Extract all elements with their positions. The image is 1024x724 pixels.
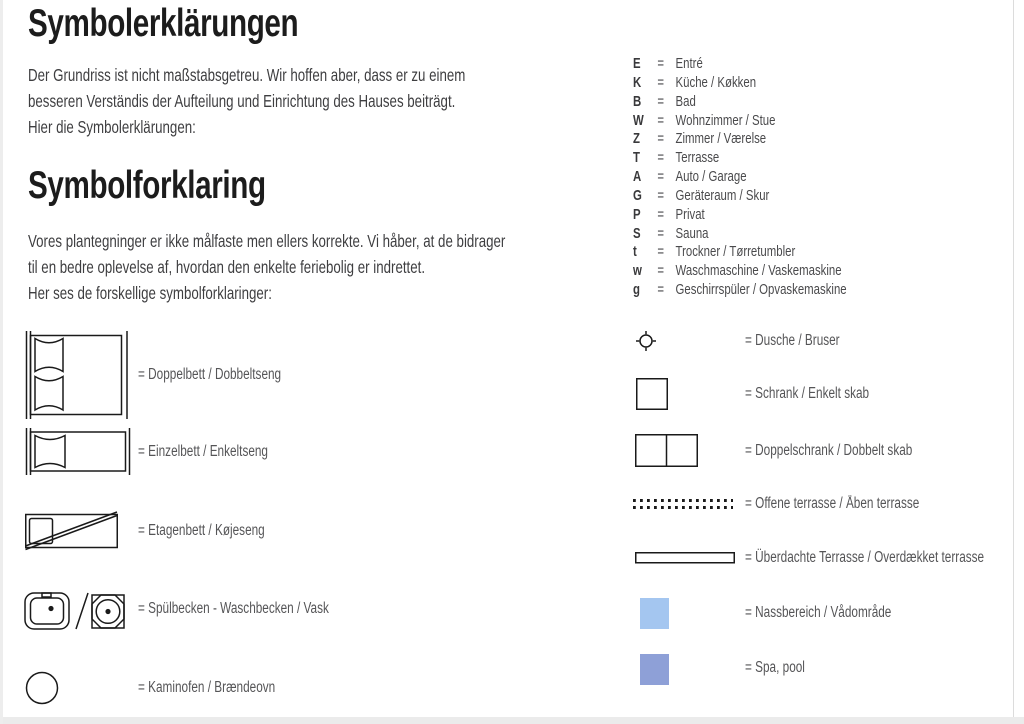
room-code-list xyxy=(633,55,914,300)
room-code-row xyxy=(633,74,847,93)
room-code-label: Entré xyxy=(675,55,703,72)
room-code-label: Küche / Køkken xyxy=(675,73,757,91)
room-code-row xyxy=(633,243,847,262)
bunk-bed-icon xyxy=(25,511,118,551)
room-code-row xyxy=(633,55,847,74)
room-code-row xyxy=(633,112,847,131)
danish-intro-line: Vores plantegninger er ikke målfaste men ellers korrekte. Vi håber, at de bidrager xyxy=(28,231,506,251)
shower-label: = Dusche / Bruser xyxy=(745,332,840,349)
single-bed-icon xyxy=(25,428,131,475)
single-bed-label: = Einzelbett / Enkeltseng xyxy=(138,443,268,460)
double-bed-label: = Doppelbett / Dobbeltseng xyxy=(138,366,282,383)
danish-intro-paragraph xyxy=(28,228,656,306)
room-code-label: Sauna xyxy=(675,224,709,242)
equals-sign: = xyxy=(657,281,664,299)
single-cabinet-label: = Schrank / Enkelt skab xyxy=(745,385,870,402)
room-code-letter: w xyxy=(633,262,642,280)
room-code-letter: S xyxy=(633,224,641,242)
room-code-letter: G xyxy=(633,186,642,204)
open-terrace-icon xyxy=(633,498,733,510)
room-code-row xyxy=(633,281,847,300)
shower-icon xyxy=(635,330,657,352)
page-edge-right xyxy=(1013,0,1014,717)
room-code-label: Trockner / Tørretumbler xyxy=(675,243,796,261)
room-code-letter: T xyxy=(633,149,640,167)
wood-stove-icon xyxy=(25,671,59,705)
room-code-label: Geschirrspüler / Opvaskemaskine xyxy=(675,281,847,299)
room-code-letter: B xyxy=(633,92,642,110)
room-code-letter: t xyxy=(633,243,637,261)
double-cabinet-icon xyxy=(635,434,698,467)
german-section-title: Symbolerklärungen xyxy=(28,2,299,45)
room-code-letter: A xyxy=(633,168,642,186)
danish-intro-line: til en bedre oplevelse af, hvordan den enkelte feriebolig er indrettet. xyxy=(28,257,426,277)
double-cabinet-label: = Doppelschrank / Dobbelt skab xyxy=(745,442,913,459)
room-code-label: Terrasse xyxy=(675,149,720,167)
sink-washbasin-icon xyxy=(24,586,125,631)
room-code-letter: E xyxy=(633,55,641,72)
room-code-label: Bad xyxy=(675,92,696,110)
sink-washbasin-label: = Spülbecken - Waschbecken / Vask xyxy=(138,600,329,617)
bunk-bed-label: = Etagenbett / Køjeseng xyxy=(138,522,265,539)
wood-stove-label: = Kaminofen / Brændeovn xyxy=(138,679,276,696)
single-cabinet-icon xyxy=(636,378,668,410)
equals-sign: = xyxy=(657,224,664,242)
equals-sign: = xyxy=(657,243,664,261)
room-code-row xyxy=(633,93,847,112)
room-code-label: Waschmaschine / Vaskemaskine xyxy=(675,262,842,280)
german-intro-line: Hier die Symbolerklärungen: xyxy=(28,117,196,137)
equals-sign: = xyxy=(657,205,664,223)
room-code-label: Geräteraum / Skur xyxy=(675,186,770,204)
covered-terrace-icon xyxy=(635,552,735,564)
room-code-letter: K xyxy=(633,73,642,91)
equals-sign: = xyxy=(657,262,664,280)
wet-area-label: = Nassbereich / Vådområde xyxy=(745,604,892,621)
spa-pool-icon xyxy=(640,654,669,685)
spa-pool-label: = Spa, pool xyxy=(745,659,805,676)
danish-intro-line: Her ses de forskellige symbolforklaringer: xyxy=(28,283,272,303)
room-code-row xyxy=(633,206,847,225)
german-intro-line: besseren Verständis der Aufteilung und Einrichtung des Hauses beiträgt. xyxy=(28,91,456,111)
room-code-letter: Z xyxy=(633,130,640,148)
equals-sign: = xyxy=(657,111,664,129)
room-code-label: Zimmer / Værelse xyxy=(675,130,767,148)
equals-sign: = xyxy=(657,186,664,204)
room-code-row xyxy=(633,149,847,168)
room-code-row xyxy=(633,168,847,187)
room-code-row xyxy=(633,130,847,149)
page-edge-bottom xyxy=(0,717,1024,724)
covered-terrace-label: = Überdachte Terrasse / Overdækket terrasse xyxy=(745,549,985,566)
room-code-letter: P xyxy=(633,205,641,223)
double-bed-icon xyxy=(25,331,129,419)
equals-sign: = xyxy=(657,130,664,148)
german-intro-paragraph xyxy=(28,62,603,140)
equals-sign: = xyxy=(657,73,664,91)
wet-area-icon xyxy=(640,598,669,629)
room-code-row xyxy=(633,225,847,244)
open-terrace-label: = Offene terrasse / Åben terrasse xyxy=(745,495,920,512)
room-code-row xyxy=(633,187,847,206)
room-code-label: Privat xyxy=(675,205,705,223)
room-code-letter: W xyxy=(633,111,644,129)
equals-sign: = xyxy=(657,55,664,72)
equals-sign: = xyxy=(657,92,664,110)
equals-sign: = xyxy=(657,168,664,186)
page-edge-left xyxy=(0,0,3,724)
danish-section-title: Symbolforklaring xyxy=(28,164,266,207)
room-code-row xyxy=(633,262,847,281)
room-code-label: Auto / Garage xyxy=(675,168,747,186)
room-code-letter: g xyxy=(633,281,640,299)
room-code-label: Wohnzimmer / Stue xyxy=(675,111,776,129)
equals-sign: = xyxy=(657,149,664,167)
german-intro-line: Der Grundriss ist nicht maßstabsgetreu. Wir hoffen aber, dass er zu einem xyxy=(28,65,466,85)
